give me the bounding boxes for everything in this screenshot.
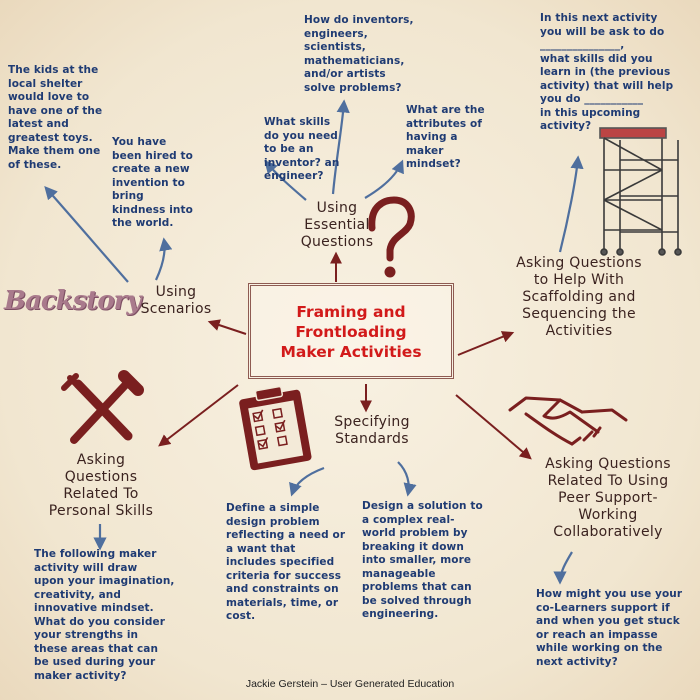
note-line: solve problems? bbox=[304, 81, 402, 94]
note-line: mathematicians, bbox=[304, 54, 405, 67]
note-line: having a bbox=[406, 131, 458, 143]
node-label-line: Asking Questions bbox=[516, 255, 642, 271]
note-line: a want that bbox=[226, 542, 296, 555]
note-line: and/or artists bbox=[304, 68, 386, 80]
note-line: What skills bbox=[264, 116, 331, 128]
author-credit: Jackie Gerstein – User Generated Education bbox=[245, 678, 455, 690]
clipboard-icon bbox=[238, 383, 313, 471]
node-label-line: Specifying bbox=[334, 414, 410, 430]
note-line: create a new bbox=[112, 163, 190, 175]
node-peer-support bbox=[528, 456, 688, 541]
node-using-scenarios bbox=[128, 284, 224, 318]
note-line: your strengths in bbox=[34, 629, 139, 641]
note-line: inventor? an bbox=[264, 156, 340, 169]
note-line: upon your imagination, bbox=[34, 575, 175, 587]
handshake-icon bbox=[510, 398, 626, 444]
note-inventors-question bbox=[304, 14, 434, 95]
note-line: problems that can bbox=[362, 581, 472, 593]
arrow-peer-to-colearners bbox=[560, 552, 572, 582]
note-line: Make them one bbox=[8, 145, 101, 157]
note-line: engineers, bbox=[304, 27, 368, 40]
note-line: What are the bbox=[406, 104, 485, 116]
node-label-line: Collaboratively bbox=[553, 524, 663, 540]
node-label-line: Questions bbox=[300, 234, 374, 250]
node-label-line: to Help With bbox=[533, 272, 625, 288]
node-label-line: Scenarios bbox=[140, 301, 212, 317]
note-line: bring bbox=[112, 190, 144, 202]
node-label-line: Personal Skills bbox=[48, 503, 154, 519]
note-line: and constraints on bbox=[226, 583, 339, 595]
note-line: in this upcoming bbox=[540, 106, 641, 119]
note-line: In this next activity bbox=[540, 12, 658, 24]
note-line: includes specified bbox=[226, 556, 335, 568]
note-line: maker activity? bbox=[34, 669, 127, 682]
note-line: attributes of bbox=[406, 117, 483, 130]
node-label-line: Using bbox=[316, 200, 358, 216]
note-line: activity will draw bbox=[34, 561, 138, 574]
note-line: do you need bbox=[264, 129, 338, 142]
note-line: _______________, bbox=[540, 39, 625, 51]
note-line: How might you use your bbox=[536, 588, 683, 600]
arrow-center-to-personal bbox=[160, 385, 238, 445]
note-line: innovative mindset. bbox=[34, 602, 154, 614]
note-line: the world. bbox=[112, 217, 174, 229]
node-label-line: Asking Questions bbox=[545, 456, 671, 472]
note-line: you will be ask to do bbox=[540, 25, 665, 38]
note-simple-problem bbox=[226, 502, 350, 624]
note-line: what skills did you bbox=[540, 52, 653, 65]
arrow-center-to-scenarios bbox=[210, 322, 246, 334]
node-label-line: Standards bbox=[335, 431, 409, 447]
note-line: scientists, bbox=[304, 41, 366, 53]
arrow-essential-to-attributes bbox=[365, 162, 402, 198]
note-line: Define a simple bbox=[226, 502, 320, 514]
note-line: next activity? bbox=[536, 655, 618, 668]
node-label-line: Asking bbox=[76, 452, 126, 468]
backstory-logo: Backstory bbox=[4, 286, 141, 316]
note-line: The following maker bbox=[34, 548, 157, 560]
note-line: while working on the bbox=[536, 642, 663, 654]
note-next-activity-question bbox=[540, 12, 696, 134]
scaffolding-icon bbox=[600, 128, 681, 255]
node-label-line: Essential bbox=[304, 217, 370, 233]
note-line: of these. bbox=[8, 158, 62, 171]
note-complex-problem bbox=[362, 500, 492, 622]
note-line: maker bbox=[406, 144, 444, 157]
note-line: and when you get stuck bbox=[536, 615, 680, 627]
node-label-line: Related To bbox=[63, 486, 139, 502]
central-topic-line-2: Frontloading bbox=[295, 323, 407, 341]
note-line: a complex real- bbox=[362, 513, 455, 526]
note-line: local shelter bbox=[8, 77, 83, 90]
note-line: The kids at the bbox=[8, 64, 99, 76]
node-label-line: Activities bbox=[545, 323, 613, 339]
node-specifying-standards bbox=[324, 414, 420, 448]
note-line: breaking it down bbox=[362, 540, 464, 553]
note-line: you do ___________ bbox=[540, 93, 644, 105]
note-line: How do inventors, bbox=[304, 14, 414, 26]
note-line: criteria for success bbox=[226, 569, 342, 582]
note-line: learn in (the previous bbox=[540, 66, 671, 78]
note-following-activity bbox=[34, 548, 202, 683]
node-label-line: Peer Support- bbox=[558, 490, 658, 506]
note-line: be used during your bbox=[34, 656, 156, 668]
arrow-scaffolding-to-next bbox=[560, 158, 578, 252]
note-line: would love to bbox=[8, 91, 90, 103]
node-essential-questions bbox=[286, 200, 388, 251]
note-line: reflecting a need or bbox=[226, 529, 346, 541]
note-line: have one of the bbox=[8, 104, 103, 117]
note-line: manageable bbox=[362, 567, 436, 580]
note-skills-question bbox=[264, 116, 356, 184]
note-shelter-scenario bbox=[8, 64, 120, 172]
note-co-learners bbox=[536, 588, 696, 669]
note-line: You have bbox=[112, 136, 167, 148]
note-line: cost. bbox=[226, 610, 256, 622]
node-label-line: Working bbox=[578, 507, 638, 523]
node-personal-skills bbox=[40, 452, 162, 520]
crossed-tools-icon bbox=[64, 376, 138, 440]
central-topic-line-1: Framing and bbox=[296, 303, 406, 321]
note-line: engineer? bbox=[264, 170, 324, 182]
arrow-scenarios-to-hired bbox=[156, 240, 165, 280]
note-line: What do you consider bbox=[34, 615, 165, 628]
node-label-line: Related To Using bbox=[547, 473, 669, 489]
note-attributes-question bbox=[406, 104, 506, 172]
note-line: design problem bbox=[226, 515, 320, 528]
note-line: to be an bbox=[264, 143, 314, 155]
note-line: activity) that will help bbox=[540, 79, 674, 92]
note-line: mindset? bbox=[406, 158, 461, 170]
note-line: these areas that can bbox=[34, 642, 159, 655]
note-line: co-Learners support if bbox=[536, 601, 670, 614]
note-hired-scenario bbox=[112, 136, 212, 231]
note-line: or reach an impasse bbox=[536, 628, 658, 641]
arrow-standards-to-simple bbox=[292, 468, 324, 494]
node-label-line: Scaffolding and bbox=[522, 289, 636, 305]
arrow-standards-to-complex bbox=[398, 462, 409, 494]
note-line: greatest toys. bbox=[8, 131, 93, 144]
node-scaffolding-sequencing bbox=[498, 255, 660, 340]
central-topic-line-3: Maker Activities bbox=[280, 343, 422, 361]
note-line: activity? bbox=[540, 120, 592, 132]
note-line: world problem by bbox=[362, 527, 468, 539]
node-label-line: Sequencing the bbox=[522, 306, 636, 322]
note-line: creativity, and bbox=[34, 588, 121, 601]
note-line: materials, time, or bbox=[226, 596, 339, 609]
note-line: be solved through bbox=[362, 594, 472, 607]
note-line: Design a solution to bbox=[362, 500, 483, 512]
node-label-line: Questions bbox=[64, 469, 138, 485]
note-line: invention to bbox=[112, 176, 185, 189]
note-line: been hired to bbox=[112, 149, 193, 162]
node-label-line: Using bbox=[155, 284, 197, 300]
note-line: kindness into bbox=[112, 203, 193, 216]
note-line: latest and bbox=[8, 118, 69, 130]
note-line: engineering. bbox=[362, 608, 439, 620]
note-line: into smaller, more bbox=[362, 554, 472, 566]
